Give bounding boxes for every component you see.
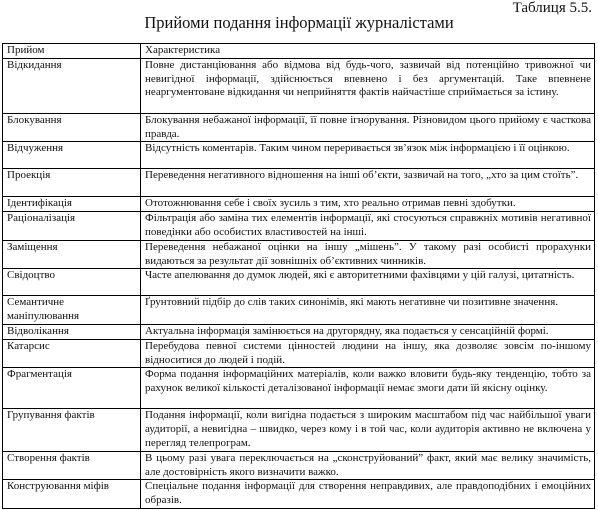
technique-name-cell: Створення фактів <box>3 451 141 480</box>
table-row <box>3 197 595 212</box>
table-row <box>3 339 595 368</box>
table-header-row <box>3 44 595 59</box>
technique-description-cell: Часте апелювання до думок людей, які є авторитетними фахівцями у цій галузі, цитатність. <box>141 269 595 296</box>
table-row <box>3 169 595 197</box>
table-row <box>3 451 595 480</box>
technique-name-cell: Раціоналізація <box>3 212 141 241</box>
technique-name-cell: Групування фактів <box>3 409 141 451</box>
table-row <box>3 58 595 113</box>
technique-description-cell: Ґрунтовний підбір до слів таких синонімів, які мають негативне чи позитивне значення. <box>141 296 595 325</box>
technique-name-cell: Фрагментація <box>3 368 141 409</box>
technique-description-cell: Перебудова певної системи цінностей людини на іншу, яка дозволяє зовсім по-іншому відноситися до людей і подій. <box>141 339 595 368</box>
technique-name-cell: Катарсис <box>3 339 141 368</box>
table-title: Прийоми подання інформації журналістами <box>144 13 454 32</box>
technique-description-cell: Актуальна інформація замінюється на другорядну, яка подається у сенсаційній формі. <box>141 324 595 339</box>
technique-description-cell: Фільтрація або заміна тих елементів інформації, які стосуються справжніх мотивів негативної поведінки або особистих властивостей на інші. <box>141 212 595 241</box>
table-row <box>3 480 595 509</box>
technique-name-cell: Блокування <box>3 113 141 142</box>
table-row <box>3 269 595 296</box>
technique-name-cell: Конструювання міфів <box>3 480 141 509</box>
technique-name-cell: Відкидання <box>3 58 141 113</box>
table-row <box>3 240 595 269</box>
technique-description-cell: В цьому разі увага переключається на „сконструйований” факт, який має велику значимість, але достовірність якого визначити важко. <box>141 451 595 480</box>
technique-name-cell: Відчуження <box>3 142 141 169</box>
table-number: Таблиця 5.5. <box>512 0 592 16</box>
technique-description-cell: Блокування небажаної інформації, її повне ігнорування. Різновидом цього прийому є часткова правда. <box>141 113 595 142</box>
table-row <box>3 212 595 241</box>
technique-description-cell: Подання інформації, коли вигідна подається з широким масштабом під час найбільшої уваги аудиторії, а невигідна – швидко, через кому і в той час, коли аудиторія активно не включена у перегляд телепрограм. <box>141 409 595 451</box>
technique-description-cell: Відсутність коментарів. Таким чином переривається зв’язок між інформацією і її оцінкою. <box>141 142 595 169</box>
technique-name-cell: Ідентифікація <box>3 197 141 212</box>
column-header-description: Характеристика <box>141 44 595 59</box>
techniques-table <box>2 43 595 509</box>
table-row <box>3 368 595 409</box>
table-row <box>3 324 595 339</box>
technique-name-cell: Свідоцтво <box>3 269 141 296</box>
table-row <box>3 113 595 142</box>
technique-description-cell: Повне дистанціювання або відмова від будь-чого, зазвичай від потенційно тривожної чи невигідної інформації, здійснюється впевнено і без аргументацій. Таке впевнене неаргументоване відкидання чи неприйняття фактів найчастіше сприймається за істину. <box>141 58 595 113</box>
table-row <box>3 296 595 325</box>
technique-description-cell: Переведення негативного відношення на інші об’єкти, зазвичай на того, „хто за цим стоїть”. <box>141 169 595 197</box>
technique-name-cell: Проекція <box>3 169 141 197</box>
table-row <box>3 142 595 169</box>
technique-description-cell: Спеціальне подання інформації для створення неправдивих, але правдоподібних і емоційних образів. <box>141 480 595 509</box>
table-row <box>3 409 595 451</box>
column-header-technique: Прийом <box>3 44 141 59</box>
technique-name-cell: Заміщення <box>3 240 141 269</box>
technique-description-cell: Форма подання інформаційних матеріалів, коли важко вловити будь-яку тенденцію, тобто за рахунок великої кількості деталізованої інформації немає змоги дати їй якісну оцінку. <box>141 368 595 409</box>
technique-name-cell: Семантичне маніпулювання <box>3 296 141 325</box>
technique-name-cell: Відволікання <box>3 324 141 339</box>
technique-description-cell: Ототожнювання себе і своїх зусиль з тим, хто реально отримав певні здобутки. <box>141 197 595 212</box>
technique-description-cell: Переведення небажаної оцінки на іншу „мішень”. У такому разі особисті прорахунки видаються за результат дії зовнішніх об’єктивних чинників. <box>141 240 595 269</box>
